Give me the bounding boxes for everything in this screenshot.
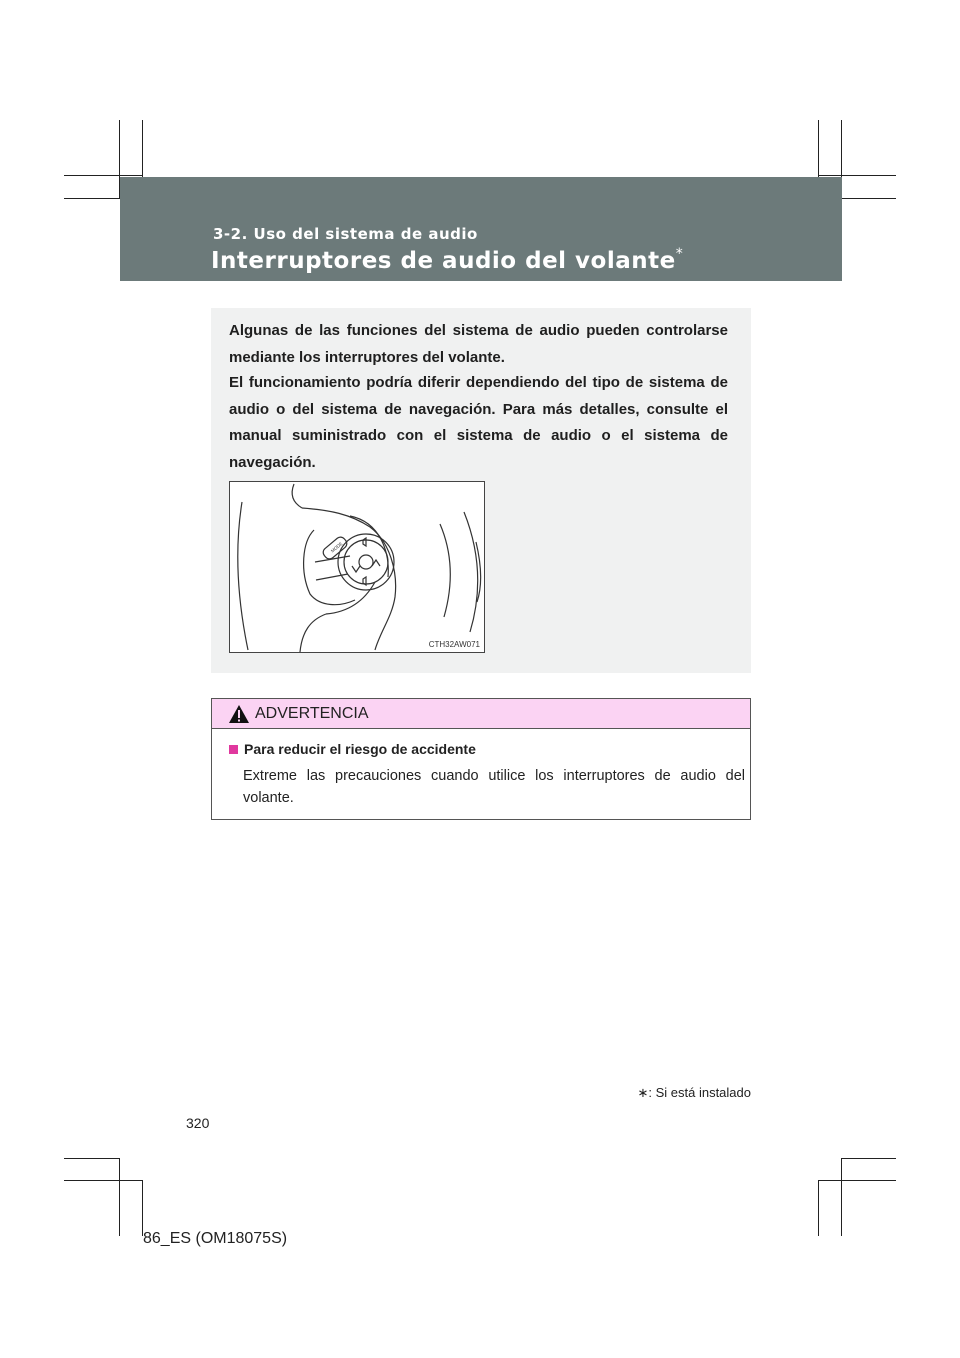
crop-mark [818, 1180, 896, 1181]
page-title-text: Interruptores de audio del volante [211, 248, 676, 274]
illustration-code: CTH32AW071 [428, 640, 480, 649]
title-mark: * [675, 246, 684, 262]
warning-body: Extreme las precauciones cuando utilice los interruptores de audio del volante. [243, 768, 745, 806]
crop-mark [64, 175, 142, 176]
mode-button-label: MODE [329, 541, 344, 554]
crop-mark [818, 175, 896, 176]
crop-mark [841, 1158, 842, 1236]
steering-wheel-switch-drawing [230, 482, 484, 652]
page-number: 320 [186, 1115, 210, 1131]
crop-mark [841, 198, 896, 199]
warning-heading-text: Para reducir el riesgo de accidente [244, 741, 476, 757]
page-title [211, 248, 683, 274]
bullet-square-icon [229, 745, 238, 754]
warning-title: ADVERTENCIA [255, 705, 369, 722]
crop-mark [64, 198, 120, 199]
warning-triangle-icon [228, 704, 250, 724]
steering-wheel-illustration [229, 481, 485, 653]
crop-mark [841, 1158, 896, 1159]
section-label: 3-2. Uso del sistema de audio [213, 225, 478, 243]
warning-header [212, 699, 750, 729]
footnote: ∗: Si está instalado [637, 1085, 751, 1100]
crop-mark [119, 1158, 120, 1236]
intro-paragraph-1: Algunas de las funciones del sistema de audio pueden controlarse mediante los interruptores del volante. [229, 322, 728, 366]
document-code: 86_ES (OM18075S) [143, 1230, 288, 1247]
crop-mark [64, 1158, 120, 1159]
crop-mark [142, 1180, 143, 1236]
crop-mark [818, 1180, 819, 1236]
crop-mark [64, 1180, 142, 1181]
warning-box [211, 698, 751, 820]
warning-heading [229, 741, 476, 757]
intro-paragraph-2: El funcionamiento podría diferir dependiendo del tipo de sistema de audio o del sistema de navegación. Para más detalles, consulte el manual suministrado con el sistema de audio o el sistema de navegación. [229, 374, 728, 471]
